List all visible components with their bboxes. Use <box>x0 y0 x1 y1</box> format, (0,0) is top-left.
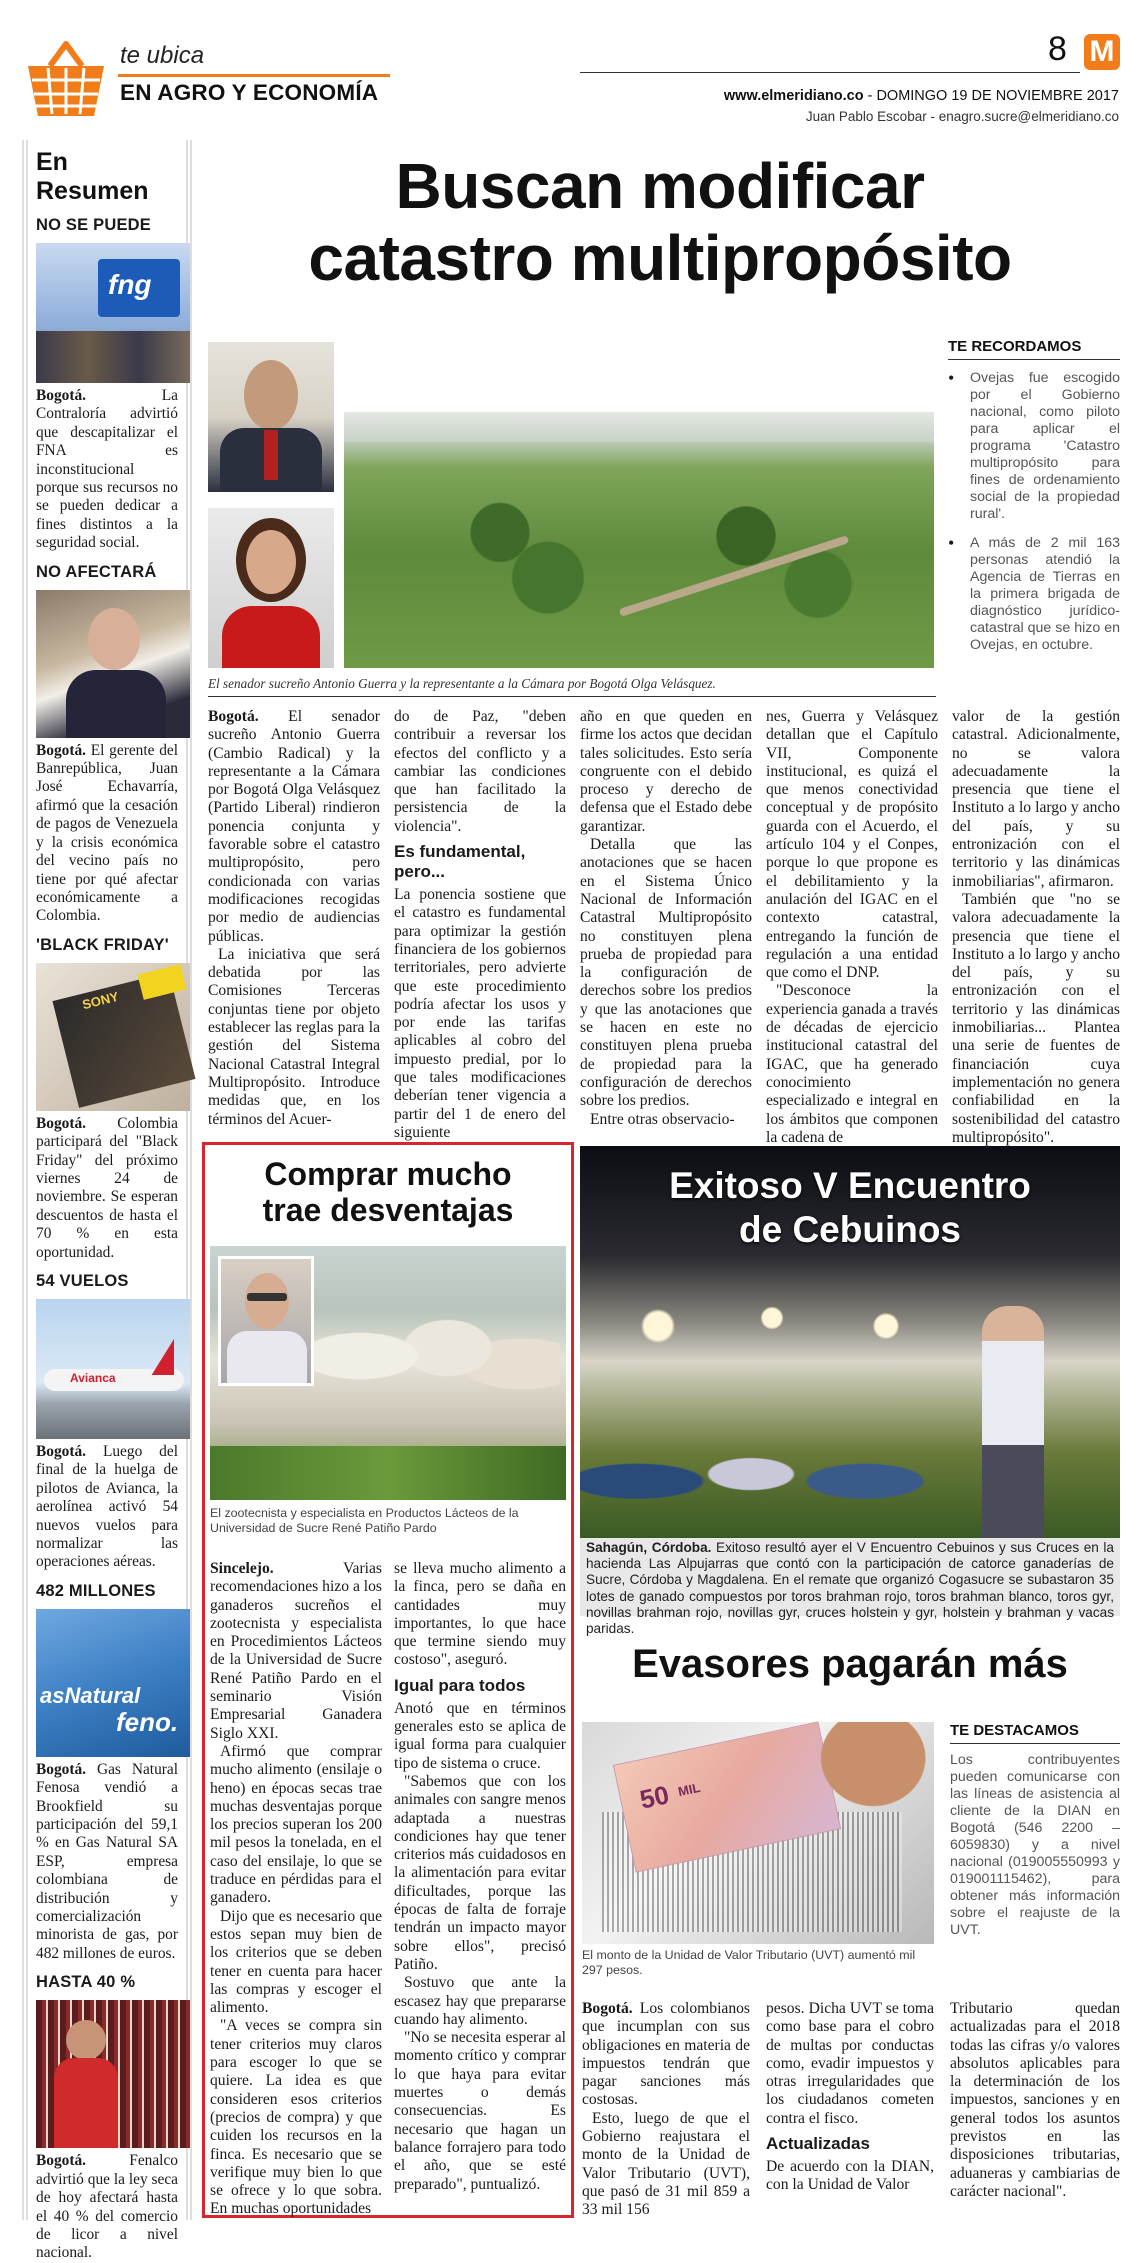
article3-headline-line2: de Cebuinos <box>738 1209 962 1250</box>
article2-col-2: se lleva mucho alimento a la finca, pero se daña en cantidades muy importantes, lo que hace que termine siendo muy costoso", aseguró. Igual para todos Anotó que en términos generales esto se aplica de igual forma para cualquier tipo de sistema o cruce. "Sabemos que con los animales con sangre menos adaptada a nuestras condiciones hay que tener criterios más cuidadosos en la alimentación para evitar dificultades, porque las épocas de falta de forraje tendrán un impacto mayor sobre ellos", precisó Patiño. Sostuvo que ante la escasez hay que prepararse cuando hay alimento. "No se necesita esperar al momento crítico y comprar lo que haya para evitar muertes o demás consecuencias. Es necesario que hagan un balance forrajero para todo el año, que se esté preparado", puntualizó. <box>394 1560 566 2193</box>
sidebar-item-no-afectara <box>36 563 178 926</box>
sidebar-item-head: 54 VUELOS <box>36 1271 129 1290</box>
main-col-3: año en que queden en firme los actos que decidan tales solicitudes. Esto sería congruente con el debido proceso y derecho de defensa que el Estado debe garantizar. Detalla que las anotaciones que se hacen en el Sistema Único Nacional de Información Catastral Multipropósito no constituyen plena prueba de propiedad para la configuración de derechos sobre los predios y que las anotaciones que se hacen en este no constituyen plena prueba de propiedad para la configuración de derechos sobre los predios. Entre otras observacio- <box>580 708 752 1128</box>
main-headline-line2: catastro multipropósito <box>308 222 1012 294</box>
te-recordamos-box <box>948 338 1120 654</box>
header-rule <box>580 72 1080 73</box>
sidebar-item-hasta-40 <box>36 1973 178 2262</box>
sidebar-item-head: HASTA 40 % <box>36 1973 136 1992</box>
te-recordamos-bullet-2: • A más de 2 mil 163 personas atendió la Agencia de Tierras en la primera brigada de diagnóstico jurídico-catastral que se hizo en Ovejas, en octubre. <box>948 533 1120 653</box>
bullet-icon: • <box>948 533 955 553</box>
sidebar-photo-gas-natural <box>36 1609 190 1757</box>
sidebar-item-no-se-puede <box>36 216 178 553</box>
photo-banknotes <box>582 1722 934 1944</box>
article2-photo-caption: El zootecnista y especialista en Productos Lácteos de la Universidad de Sucre René Patiño Pardo <box>210 1506 519 1535</box>
main-col-1: Bogotá. El senador sucreño Antonio Guerra (Cambio Radical) y la representante a la Cámara por Bogotá Olga Velásquez (Partido Liberal) rindieron ponencia conjunta y favorable sobre el catastro multipropósito, pero condicionada con varias modificaciones recogidas por medio de audiencias públicas. La iniciativa que será debatida por las Comisiones Terceras conjuntas tiene por objeto establecer las reglas para la gestión del Sistema Nacional Catastral Integral Multipropósito. Introduce medidas que, en los términos del Acuer- <box>208 708 380 1128</box>
sidebar-title: En Resumen <box>36 148 149 205</box>
photo-olga-velasquez <box>208 508 334 668</box>
sidebar-item-text: Bogotá. La Contraloría advirtió que descapitalizar el FNA es inconstitucional porque sus recursos no se pueden dedicar a fines distintos a la seguridad social. <box>36 387 178 552</box>
page-number: 8 <box>1048 30 1067 68</box>
article3-headline <box>584 1164 1116 1252</box>
sidebar-item-54-vuelos <box>36 1272 178 1572</box>
brand-letter: M <box>1089 35 1115 68</box>
sidebar-photo-licor <box>36 2000 190 2148</box>
article2-subhead: Igual para todos <box>394 1675 526 1695</box>
caption-rule <box>208 696 936 697</box>
te-destacamos-title: TE DESTACAMOS <box>950 1722 1120 1744</box>
main-headline-line1: Buscan modificar <box>395 150 925 222</box>
sidebar-item-text: Bogotá. El gerente del Banrepública, Juan José Echavarría, afirmó que la cesación de pagos de Venezuela y la crisis económica del vecino país no tiene por qué afectar económicamente a Colombia. <box>36 741 178 925</box>
inset-photo-rene-patino <box>218 1256 314 1386</box>
sidebar-item-head: NO SE PUEDE <box>36 216 151 234</box>
brand-logo <box>1084 34 1120 70</box>
sidebar-item-text: Bogotá. Colombia participará del "Black Friday" del próximo viernes 24 de noviembre. Se esperan descuentos de hasta el 70 % en esta oportunidad. <box>36 1114 178 1261</box>
main-col-4: nes, Guerra y Velásquez detallan que el Capítulo VII, Componente institucional, es quizá el que menos conectividad conceptual y de propósito guarda con el Acuerdo, el artículo 104 y el Conpes, porque lo que propone es el debilitamiento y la anulación del IGAC en el contexto catastral, entregando la función de regulación a una entidad que como el DNP. "Desconoce la experiencia ganada a través de décadas de ejercicio institucional catastral del IGAC, que ha generado conocimiento especializado e integral en los ámbitos que componen la cadena de <box>766 708 938 1146</box>
te-destacamos-box <box>950 1722 1120 1939</box>
sidebar-photo-avianca <box>36 1299 190 1439</box>
article4-col-3: Tributario quedan actualizadas para el 2018 todas las cifras y/o valores absolutos aplicables para la determinación de los impuestos, sanciones y en general todos los asuntos previstos en las disposiciones tributarias, aduaneras y cambiarias de carácter nacional". <box>950 2000 1120 2200</box>
sidebar-sign-gas-natural-2: feno. <box>116 1706 179 1737</box>
main-col-5: valor de la gestión catastral. Adicionalmente, no se valora adecuadamente la presencia que tiene el Instituto a lo largo y ancho del país, y su entronización con el territorio y las dinámicas inmobiliarias", afirmaron. También que "no se valora adecuadamente la presencia que tiene el Instituto a lo largo y ancho del país, y su entronización con el territorio y las dinámicas inmobiliarias... Plantea una serie de fuentes de financiación cuya implementación no genera confiabilidad en la sostenibilidad del catastro multipropósito". <box>952 708 1120 1146</box>
sidebar-item-482-millones <box>36 1582 178 1963</box>
article4-headline: Evasores pagarán más <box>632 1642 1068 1686</box>
article3-headline-line1: Exitoso V Encuentro <box>669 1165 1031 1206</box>
sidebar-item-head: 482 MILLONES <box>36 1581 156 1600</box>
sidebar-item-text: Bogotá. Gas Natural Fenosa vendió a Brookfield su participación del 59,1 % en Gas Natural SA ESP, empresa colombiana de distribución y comercialización minorista de gas, por 482 millones de euros. <box>36 1760 178 1962</box>
photo-aerial-land <box>344 412 934 668</box>
sidebar-item-text: Bogotá. Luego del final de la huelga de pilotos de Avianca, la aerolínea activó 54 nuevos vuelos para normalizar las operaciones aéreas. <box>36 1442 178 1571</box>
banknote-value-mil: MIL <box>676 1779 702 1800</box>
website-link[interactable]: www.elmeridiano.co <box>723 88 864 104</box>
article2-headline <box>206 1156 570 1228</box>
basket-logo-icon <box>22 38 110 122</box>
sidebar-photo-black-friday <box>36 963 190 1111</box>
banknote-value-50: 50 <box>637 1779 672 1815</box>
sidebar-photo-echavarria <box>36 590 190 738</box>
article4-col-2: pesos. Dicha UVT se toma como base para el cobro de multas por conductas como, evadir impuestos y otras irregularidades que los ciudadanos cometen contra el fisco. Actualizadas De acuerdo con la DIAN, con la Unidad de Valor <box>766 2000 934 2194</box>
sidebar-sign-avianca: Avianca <box>70 1370 116 1385</box>
byline: Juan Pablo Escobar - enagro.sucre@elmeridiano.co <box>805 109 1119 124</box>
sidebar-item-text: Bogotá. Fenalco advirtió que la ley seca de hoy afectará hasta el 40 % del comercio de licor a nivel nacional. <box>36 2152 178 2262</box>
sidebar-item-head: 'BLACK FRIDAY' <box>36 935 169 954</box>
main-subhead: Es fundamental, pero... <box>394 842 526 882</box>
article2-headline-line2: trae desventajas <box>262 1192 514 1228</box>
sidebar-sign-fng: fng <box>108 269 152 300</box>
section-underline <box>118 74 390 77</box>
te-destacamos-text: Los contribuyentes pueden comunicarse con las líneas de asistencia al cliente de la DIAN en Bogotá (546 2200 – 6059830) y a nivel nacional (019005550993 y 019001115462), para obtener más información sobre el reajuste de la UVT. <box>950 1752 1120 1938</box>
section-small-title: te ubica <box>120 42 205 69</box>
main-headline <box>200 150 1120 294</box>
sidebar-item-black-friday <box>36 936 178 1262</box>
te-recordamos-bullet-1: • Ovejas fue escogido por el Gobierno nacional, como piloto para aplicar el programa 'Catastro multipropósito para fines de ordenamiento social de la propiedad rural'. <box>948 368 1120 522</box>
sidebar-sign-sony: SONY <box>80 988 121 1012</box>
article2-headline-line1: Comprar mucho <box>264 1156 512 1192</box>
article4-subhead: Actualizadas <box>766 2134 870 2154</box>
bullet-icon: • <box>948 368 955 388</box>
article2-col-1: Sincelejo. Varias recomendaciones hizo a los ganaderos sucreños el zootecnista y especialista en Procedimientos Lácteos de la Universidad de Sucre René Patiño Pardo en el seminario Visión Empresarial Ganadera Siglo XXI. Afirmó que comprar mucho alimento (ensilaje o heno) en épocas secas trae muchas desventajas porque los precios superan los 200 mil pesos la tonelada, en el caso del ensilaje, lo que se traduce en pérdidas para el ganadero. Dijo que es necesario que estos sepan muy bien de los criterios que se deben tener en cuenta para hacer las compras y escoger el alimento. "A veces se compra sin tener criterios muy claros para escoger lo que se quiere. La idea es que consideren esos criterios (precios de compra) y que cuiden los recursos en la finca. Es necesario que se verifique muy bien lo que se ofrece y lo que sobra. En muchas oportunidades <box>210 1560 382 2218</box>
website-date-line <box>724 88 1119 104</box>
article3-caption: Sahagún, Córdoba. Exitoso resultó ayer el V Encuentro Cebuinos y sus Cruces en la hacienda Las Alpujarras que contó con la participación de catorce ganaderías de Sucre, Córdoba y Magdalena. En el remate que organizó Cogasucre se subastaron 35 lotes de ganado compuestos por toros brahman rojo, toros brahman blanco, toros gyr, novillas brahman rojo, novillas gyr, cruces holstein y gyr, holstein y brahman y vacas paridas. <box>586 1540 1114 1637</box>
issue-date: - DOMINGO 19 DE NOVIEMBRE 2017 <box>863 88 1119 104</box>
main-photo-caption: El senador sucreño Antonio Guerra y la representante a la Cámara por Bogotá Olga Velásquez. <box>208 676 716 691</box>
sidebar <box>22 140 192 2262</box>
article4-photo-caption: El monto de la Unidad de Valor Tributario (UVT) aumentó mil 297 pesos. <box>582 1948 916 1977</box>
sidebar-sign-gas-natural-1: asNatural <box>40 1682 141 1708</box>
article4-col-1: Bogotá. Los colombianos que incumplan con sus obligaciones en materia de impuestos tendrán que pagar sanciones más costosas. Esto, luego de que el Gobierno reajustara el monto de la Unidad de Valor Tributario (UVT), que pasó de 31 mil 859 a 33 mil 156 <box>582 2000 750 2219</box>
sidebar-item-head: NO AFECTARÁ <box>36 562 157 581</box>
section-big-title: EN AGRO Y ECONOMÍA <box>120 80 379 105</box>
main-col-2: do de Paz, "deben contribuir a reversar los efectos del conflicto y a cambiar las condiciones que han facilitado la persistencia de la violencia". Es fundamental, pero... La ponencia sostiene que el catastro es fundamental para optimizar la gestión financiera de los gobiernos territoriales, pero advierte que este procedimiento podría afectar los usos y por ende las tarifas aplicables al cobro del impuesto predial, por lo que tales modificaciones deberían tener vigencia a partir del 1 de enero del siguiente <box>394 708 566 1141</box>
photo-cows-feeding <box>210 1246 566 1500</box>
te-recordamos-title: TE RECORDAMOS <box>948 338 1120 360</box>
sidebar-photo-fng <box>36 243 190 383</box>
photo-antonio-guerra <box>208 342 334 492</box>
